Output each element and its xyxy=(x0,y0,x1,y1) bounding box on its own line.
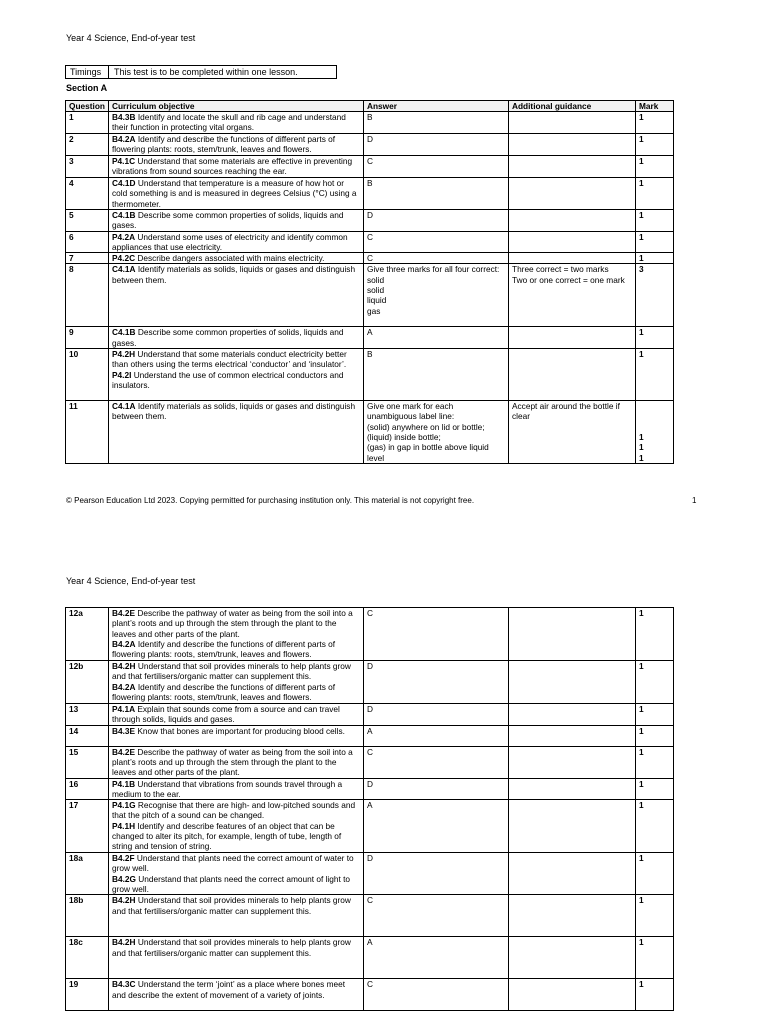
answer-text: D xyxy=(367,210,373,220)
objective-text: Understand that some materials are effective in preventing vibrations from sound sources reaching the ear. xyxy=(112,156,353,177)
objective-text: Understand the term ‘joint’ as a place where bones meet and describe the extent of movement of a variety of joints. xyxy=(112,979,346,1000)
question-number: 11 xyxy=(66,401,109,464)
objective-code: P4.1C xyxy=(112,156,136,166)
guidance-cell xyxy=(509,253,636,264)
objective-code: B4.3C xyxy=(112,979,136,990)
mark-cell xyxy=(636,156,674,178)
answer-cell xyxy=(364,853,509,895)
objective-code: B4.2H xyxy=(112,661,136,671)
mark-value: 1 xyxy=(639,112,644,122)
answer-text: B xyxy=(367,178,373,188)
objective-entry xyxy=(112,178,360,209)
mark-cell xyxy=(636,704,674,726)
answer-text: liquid xyxy=(367,295,387,306)
column-header-question: Question xyxy=(66,101,109,112)
mark-value: 3 xyxy=(639,264,644,275)
curriculum-objective xyxy=(109,210,364,232)
objective-text: Understand that soil provides minerals to help plants grow and that fertilisers/organic matter can supplement this. xyxy=(112,937,351,958)
objective-entry xyxy=(112,253,360,263)
answer-cell xyxy=(364,178,509,210)
curriculum-objective xyxy=(109,327,364,349)
guidance-cell xyxy=(509,746,636,778)
table-row xyxy=(66,156,674,178)
question-number: 10 xyxy=(66,349,109,401)
table-row xyxy=(66,704,674,726)
answer-text: C xyxy=(367,156,373,166)
curriculum-objective xyxy=(109,608,364,661)
section-title: Section A xyxy=(66,83,108,93)
answer-text: (solid) anywhere on lid or bottle; xyxy=(367,421,485,432)
question-number: 16 xyxy=(66,778,109,800)
mark-value xyxy=(639,411,670,421)
mark-cell xyxy=(636,349,674,401)
answer-text: C xyxy=(367,608,373,618)
page2-header-title: Year 4 Science, End-of-year test xyxy=(66,576,196,586)
objective-text: Identify and describe the functions of different parts of flowering plants: roots, stem/trunk, leaves and flowers. xyxy=(112,681,336,702)
objective-text: Describe the pathway of water as being from the soil into a plant’s roots and up through the stem through the plant to the leaves and other parts of the plant. xyxy=(112,746,353,778)
question-number: 7 xyxy=(66,253,109,264)
objective-entry xyxy=(112,608,360,639)
objective-entry xyxy=(112,134,360,155)
objective-entry xyxy=(112,349,360,370)
question-number: 18c xyxy=(66,937,109,979)
mark-cell xyxy=(636,608,674,661)
objective-code: B4.2G xyxy=(112,873,136,884)
answer-cell xyxy=(364,895,509,937)
objective-text: Explain that sounds come from a source and can travel through solids, liquids and gases. xyxy=(112,704,340,725)
curriculum-objective xyxy=(109,704,364,726)
guidance-cell xyxy=(509,178,636,210)
answer-cell xyxy=(364,778,509,800)
mark-cell xyxy=(636,327,674,349)
mark-value: 1 xyxy=(639,704,644,714)
objective-text: Understand some uses of electricity and identify common appliances that use electricity. xyxy=(112,231,348,252)
answer-cell xyxy=(364,231,509,253)
objective-code: B4.2H xyxy=(112,895,136,906)
answer-cell xyxy=(364,253,509,264)
objective-text: Understand that soil provides minerals to help plants grow and that fertilisers/organic matter can supplement this. xyxy=(112,661,351,682)
question-number: 14 xyxy=(66,725,109,746)
curriculum-objective xyxy=(109,134,364,156)
mark-value: 1 xyxy=(639,853,644,864)
mark-cell xyxy=(636,134,674,156)
objective-code: C4.1A xyxy=(112,264,136,275)
curriculum-objective xyxy=(109,979,364,1011)
mark-cell xyxy=(636,725,674,746)
mark-value: 1 xyxy=(639,778,644,789)
mark-value: 1 xyxy=(639,349,644,360)
objective-code: P4.2A xyxy=(112,231,136,242)
mark-cell xyxy=(636,895,674,937)
answer-cell xyxy=(364,327,509,349)
objective-entry xyxy=(112,327,360,348)
footer-copyright: © Pearson Education Ltd 2023. Copying permitted for purchasing institution only. This material is not copyright free. xyxy=(66,496,475,505)
answer-cell xyxy=(364,937,509,979)
question-number: 8 xyxy=(66,264,109,327)
table-header-row xyxy=(66,101,674,112)
timings-box xyxy=(65,65,337,79)
mark-value: 1 xyxy=(639,800,644,811)
mark-value: 1 xyxy=(639,134,644,144)
question-number: 17 xyxy=(66,800,109,853)
objective-entry xyxy=(112,853,360,874)
curriculum-objective xyxy=(109,895,364,937)
mark-value: 1 xyxy=(639,442,644,453)
curriculum-objective xyxy=(109,661,364,704)
objective-text: Describe some common properties of solids, liquids and gases. xyxy=(112,327,344,348)
objective-text: Understand that some materials conduct electricity better than others using the terms electrical ‘conductor’ and ‘insulator’. xyxy=(112,349,347,370)
table-row xyxy=(66,349,674,401)
curriculum-objective xyxy=(109,778,364,800)
answer-text: D xyxy=(367,661,373,671)
objective-entry xyxy=(112,401,360,422)
question-number: 13 xyxy=(66,704,109,726)
mark-value: 1 xyxy=(639,178,644,188)
answer-cell xyxy=(364,661,509,704)
table-row xyxy=(66,134,674,156)
objective-text: Identify materials as solids, liquids or gases and distinguish between them. xyxy=(112,264,356,285)
answer-cell xyxy=(364,979,509,1011)
mark-value: 1 xyxy=(639,210,644,220)
objective-code: B4.2H xyxy=(112,937,136,948)
mark-value: 1 xyxy=(639,327,644,338)
objective-code: P4.2C xyxy=(112,253,136,264)
objective-code: B4.2F xyxy=(112,853,135,864)
mark-cell xyxy=(636,112,674,134)
objective-entry xyxy=(112,639,360,660)
objective-text: Understand that plants need the correct amount of light to grow well. xyxy=(112,873,350,895)
objective-text: Identify materials as solids, liquids or gases and distinguish between them. xyxy=(112,401,356,422)
question-number: 9 xyxy=(66,327,109,349)
table-row xyxy=(66,210,674,232)
mark-value: 1 xyxy=(639,895,644,906)
table-row xyxy=(66,778,674,800)
timings-label: Timings xyxy=(66,66,109,78)
objective-code: P4.2I xyxy=(112,369,132,380)
guidance-cell xyxy=(509,210,636,232)
objective-code: C4.1B xyxy=(112,327,136,338)
mark-cell xyxy=(636,210,674,232)
objective-entry xyxy=(112,264,360,285)
objective-code: C4.1A xyxy=(112,401,136,412)
answer-text: A xyxy=(367,725,373,736)
table-row xyxy=(66,401,674,464)
answer-cell xyxy=(364,800,509,853)
objective-entry xyxy=(112,979,360,1000)
mark-cell xyxy=(636,253,674,264)
guidance-cell xyxy=(509,156,636,178)
question-number: 12a xyxy=(66,608,109,661)
answer-text: C xyxy=(367,231,373,242)
guidance-cell xyxy=(509,349,636,401)
question-number: 15 xyxy=(66,746,109,778)
answer-text: B xyxy=(367,349,373,360)
question-number: 19 xyxy=(66,979,109,1011)
mark-cell xyxy=(636,231,674,253)
question-number: 18b xyxy=(66,895,109,937)
question-number: 12b xyxy=(66,661,109,704)
guidance-text: Three correct = two marks xyxy=(512,264,609,275)
guidance-cell xyxy=(509,231,636,253)
curriculum-objective xyxy=(109,401,364,464)
guidance-cell xyxy=(509,401,636,464)
objective-code: B4.2E xyxy=(112,608,136,618)
table-row xyxy=(66,178,674,210)
table-row xyxy=(66,800,674,853)
answer-text: A xyxy=(367,327,373,338)
objective-code: C4.1D xyxy=(112,178,136,188)
objective-entry xyxy=(112,232,360,253)
objective-entry xyxy=(112,747,360,778)
mark-cell xyxy=(636,401,674,464)
answer-cell xyxy=(364,401,509,464)
mark-scheme-table-page2 xyxy=(65,607,674,1011)
guidance-cell xyxy=(509,778,636,800)
question-number: 2 xyxy=(66,134,109,156)
objective-entry xyxy=(112,156,360,177)
guidance-cell xyxy=(509,895,636,937)
objective-code: P4.1G xyxy=(112,800,136,811)
objective-text: Understand that temperature is a measure of how hot or cold something is and is measured in degrees Celsius (°C) using a thermometer. xyxy=(112,178,357,209)
question-number: 4 xyxy=(66,178,109,210)
table-row xyxy=(66,253,674,264)
objective-text: Describe the pathway of water as being from the soil into a plant’s roots and up through the stem through the plant to the leaves and other parts of the plant. xyxy=(112,608,353,639)
mark-value: 1 xyxy=(639,746,644,757)
objective-code: B4.3E xyxy=(112,725,136,736)
objective-text: Understand the use of common electrical conductors and insulators. xyxy=(112,369,344,390)
objective-code: P4.2H xyxy=(112,349,136,360)
objective-text: Know that bones are important for producing blood cells. xyxy=(137,725,345,736)
curriculum-objective xyxy=(109,349,364,401)
objective-entry xyxy=(112,800,360,821)
answer-cell xyxy=(364,156,509,178)
table-row xyxy=(66,231,674,253)
objective-code: B4.3B xyxy=(112,112,136,122)
mark-cell xyxy=(636,979,674,1011)
column-header-mark: Mark xyxy=(636,101,674,112)
objective-code: P4.1H xyxy=(112,820,136,831)
objective-code: B4.2A xyxy=(112,638,136,649)
curriculum-objective xyxy=(109,800,364,853)
answer-text: (gas) in gap in bottle above liquid level xyxy=(367,442,489,463)
answer-text: D xyxy=(367,778,373,789)
mark-value xyxy=(639,422,670,432)
guidance-cell xyxy=(509,725,636,746)
table-row xyxy=(66,895,674,937)
question-number: 6 xyxy=(66,231,109,253)
page-number: 1 xyxy=(692,496,697,505)
guidance-text: Two or one correct = one mark xyxy=(512,274,625,285)
table-row xyxy=(66,112,674,134)
objective-entry xyxy=(112,661,360,682)
answer-text: B xyxy=(367,112,373,122)
answer-cell xyxy=(364,349,509,401)
objective-text: Understand that soil provides minerals to help plants grow and that fertilisers/organic matter can supplement this. xyxy=(112,895,351,916)
mark-value: 1 xyxy=(639,253,644,264)
mark-value: 1 xyxy=(639,661,644,671)
objective-entry xyxy=(112,874,360,895)
objective-text: Recognise that there are high- and low-pitched sounds and that the pitch of a sound can be changed. xyxy=(112,800,356,821)
table-row xyxy=(66,608,674,661)
objective-entry xyxy=(112,370,360,391)
objective-code: P4.1B xyxy=(112,778,136,789)
answer-text: gas xyxy=(367,305,381,316)
mark-value xyxy=(639,401,670,411)
objective-code: P4.1A xyxy=(112,704,136,714)
objective-text: Describe dangers associated with mains electricity. xyxy=(137,253,325,264)
objective-code: C4.1B xyxy=(112,210,136,220)
mark-cell xyxy=(636,178,674,210)
curriculum-objective xyxy=(109,264,364,327)
table-row xyxy=(66,746,674,778)
curriculum-objective xyxy=(109,178,364,210)
question-number: 18a xyxy=(66,853,109,895)
curriculum-objective xyxy=(109,725,364,746)
mark-value: 1 xyxy=(639,979,644,990)
curriculum-objective xyxy=(109,156,364,178)
guidance-cell xyxy=(509,327,636,349)
guidance-cell xyxy=(509,264,636,327)
guidance-cell xyxy=(509,853,636,895)
mark-cell xyxy=(636,853,674,895)
answer-text: C xyxy=(367,746,373,757)
question-number: 3 xyxy=(66,156,109,178)
guidance-text: Accept air around the bottle if clear xyxy=(512,401,620,422)
answer-text: solid xyxy=(367,285,385,296)
mark-scheme-table-page1 xyxy=(65,100,674,464)
answer-text: A xyxy=(367,937,373,948)
answer-cell xyxy=(364,134,509,156)
curriculum-objective xyxy=(109,937,364,979)
answer-text: D xyxy=(367,704,373,714)
guidance-cell xyxy=(509,661,636,704)
answer-text: (liquid) inside bottle; xyxy=(367,431,441,442)
guidance-cell xyxy=(509,112,636,134)
page-header-title: Year 4 Science, End-of-year test xyxy=(66,33,196,43)
answer-text: C xyxy=(367,895,373,906)
objective-code: B4.2A xyxy=(112,681,136,692)
table-row xyxy=(66,853,674,895)
table-row xyxy=(66,327,674,349)
answer-cell xyxy=(364,725,509,746)
mark-cell xyxy=(636,778,674,800)
mark-cell xyxy=(636,661,674,704)
column-header-objective: Curriculum objective xyxy=(109,101,364,112)
mark-value: 1 xyxy=(639,608,644,618)
table-row xyxy=(66,661,674,704)
objective-text: Identify and describe the functions of different parts of flowering plants: roots, stem/trunk, leaves and flowers. xyxy=(112,638,336,660)
objective-entry xyxy=(112,937,360,958)
mark-cell xyxy=(636,746,674,778)
mark-cell xyxy=(636,800,674,853)
answer-cell xyxy=(364,264,509,327)
table-row xyxy=(66,937,674,979)
guidance-cell xyxy=(509,704,636,726)
table-row xyxy=(66,264,674,327)
mark-value: 1 xyxy=(639,231,644,242)
answer-text: solid xyxy=(367,274,385,285)
objective-entry xyxy=(112,895,360,916)
question-number: 5 xyxy=(66,210,109,232)
guidance-cell xyxy=(509,937,636,979)
mark-value: 1 xyxy=(639,156,644,166)
mark-cell xyxy=(636,937,674,979)
mark-value: 1 xyxy=(639,452,644,463)
answer-text: D xyxy=(367,134,373,144)
objective-text: Identify and locate the skull and rib cage and understand their function in protecting vital organs. xyxy=(112,112,346,133)
objective-text: Identify and describe features of an object that can be changed to alter its pitch, for example, length of tube, length of string and tension of string. xyxy=(112,820,342,852)
guidance-cell xyxy=(509,800,636,853)
mark-cell xyxy=(636,264,674,327)
objective-entry xyxy=(112,726,360,736)
curriculum-objective xyxy=(109,853,364,895)
mark-value: 1 xyxy=(639,431,644,442)
table-row xyxy=(66,725,674,746)
curriculum-objective xyxy=(109,253,364,264)
objective-text: Describe some common properties of solids, liquids and gases. xyxy=(112,210,344,231)
answer-cell xyxy=(364,608,509,661)
column-header-answer: Answer xyxy=(364,101,509,112)
answer-cell xyxy=(364,210,509,232)
objective-entry xyxy=(112,210,360,231)
objective-text: Understand that plants need the correct amount of water to grow well. xyxy=(112,853,354,874)
answer-cell xyxy=(364,746,509,778)
answer-text: Give three marks for all four correct: xyxy=(367,264,500,275)
objective-text: Understand that vibrations from sounds travel through a medium to the ear. xyxy=(112,778,343,799)
curriculum-objective xyxy=(109,112,364,134)
answer-cell xyxy=(364,704,509,726)
objective-entry xyxy=(112,779,360,800)
answer-text: C xyxy=(367,253,373,264)
answer-cell xyxy=(364,112,509,134)
guidance-cell xyxy=(509,979,636,1011)
timings-value: This test is to be completed within one lesson. xyxy=(114,67,298,77)
guidance-cell xyxy=(509,608,636,661)
question-number: 1 xyxy=(66,112,109,134)
objective-entry xyxy=(112,821,360,852)
answer-text: C xyxy=(367,979,373,990)
answer-text: A xyxy=(367,800,373,811)
answer-text: D xyxy=(367,853,373,864)
guidance-cell xyxy=(509,134,636,156)
table-row xyxy=(66,979,674,1011)
objective-text: Identify and describe the functions of different parts of flowering plants: roots, stem/trunk, leaves and flowers. xyxy=(112,134,336,155)
objective-code: B4.2A xyxy=(112,134,136,144)
objective-entry xyxy=(112,112,360,133)
mark-value: 1 xyxy=(639,937,644,948)
curriculum-objective xyxy=(109,746,364,778)
mark-value: 1 xyxy=(639,725,644,736)
column-header-guidance: Additional guidance xyxy=(509,101,636,112)
objective-code: B4.2E xyxy=(112,746,136,757)
curriculum-objective xyxy=(109,231,364,253)
objective-entry xyxy=(112,704,360,725)
answer-text: Give one mark for each unambiguous label line: xyxy=(367,401,455,422)
objective-entry xyxy=(112,682,360,703)
